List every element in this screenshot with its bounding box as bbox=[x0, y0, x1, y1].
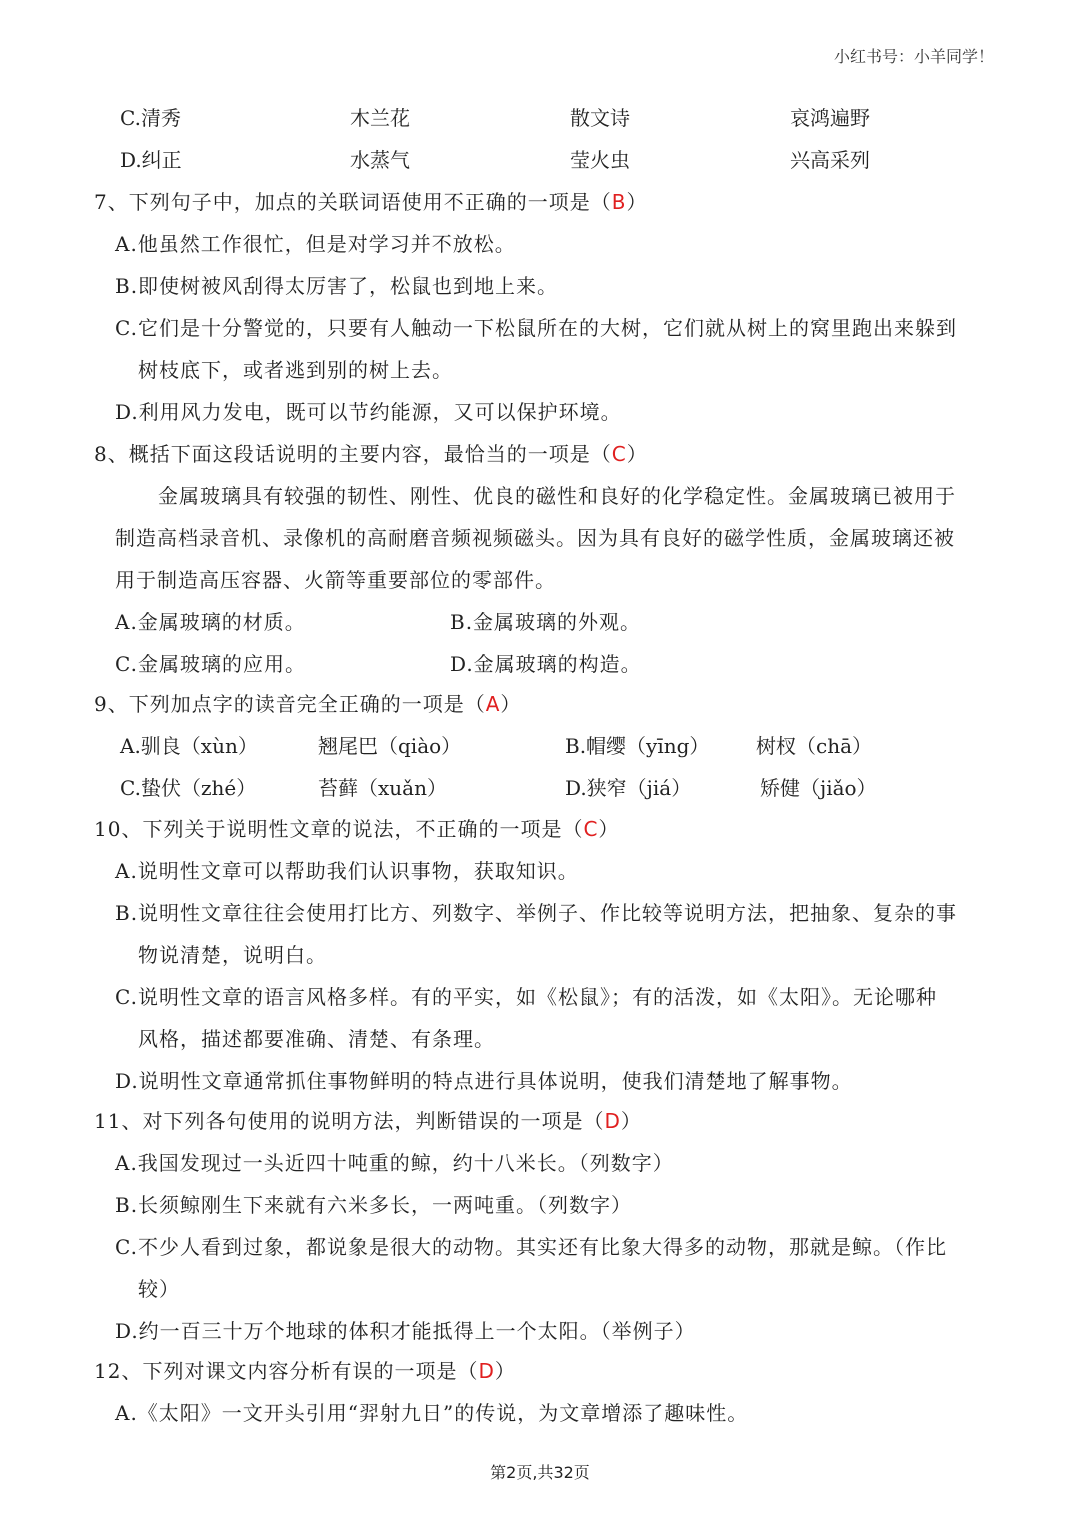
q7-option-a: A.他虽然工作很忙，但是对学习并不放松。 bbox=[115, 232, 516, 256]
q8-option-d: D.金属玻璃的构造。 bbox=[450, 652, 642, 676]
q9-answer: A bbox=[485, 692, 501, 716]
q9-option-c-2: 苔藓（xuǎn） bbox=[318, 776, 447, 800]
q10-option-a: A.说明性文章可以帮助我们认识事物，获取知识。 bbox=[115, 859, 579, 883]
q6-option-d-2: 水蒸气 bbox=[350, 148, 410, 172]
q7-option-d: D.利用风力发电，既可以节约能源，又可以保护环境。 bbox=[115, 400, 622, 424]
q10-option-d: D.说明性文章通常抓住事物鲜明的特点进行具体说明，使我们清楚地了解事物。 bbox=[115, 1069, 853, 1093]
q10-option-c-cont: 风格，描述都要准确、清楚、有条理。 bbox=[138, 1027, 495, 1051]
q6-option-d-4: 兴高采列 bbox=[790, 148, 870, 172]
q8-passage-line-3: 用于制造高压容器、火箭等重要部位的零部件。 bbox=[115, 568, 556, 592]
q10-option-c: C.说明性文章的语言风格多样。有的平实，如《松鼠》；有的活泼，如《太阳》。无论哪种 bbox=[115, 985, 937, 1009]
q8-passage-line-2: 制造高档录音机、录像机的高耐磨音频视频磁头。因为具有良好的磁学性质，金属玻璃还被 bbox=[115, 526, 955, 550]
q7-option-c: C.它们是十分警觉的，只要有人触动一下松鼠所在的大树，它们就从树上的窝里跑出来躲到 bbox=[115, 316, 957, 340]
q11-option-b: B.长须鲸刚生下来就有六米多长，一两吨重。（列数字） bbox=[115, 1193, 633, 1217]
q9-option-d-2: 矫健（jiǎo） bbox=[760, 776, 877, 800]
q11-option-c: C.不少人看到过象，都说象是很大的动物。其实还有比象大得多的动物，那就是鲸。（作比 bbox=[115, 1235, 947, 1259]
q10-answer: C bbox=[583, 817, 599, 841]
q7-answer: B bbox=[611, 190, 627, 214]
q6-option-c-4: 哀鸿遍野 bbox=[790, 106, 870, 130]
q6-option-c-3: 散文诗 bbox=[570, 106, 630, 130]
q8-passage-line-1: 金属玻璃具有较强的韧性、刚性、优良的磁性和良好的化学稳定性。金属玻璃已被用于 bbox=[158, 484, 956, 508]
q8-answer: C bbox=[611, 442, 627, 466]
q7-option-b: B.即使树被风刮得太厉害了，松鼠也到地上来。 bbox=[115, 274, 559, 298]
q9-option-b-1: B.帽缨（yīng） bbox=[565, 734, 710, 758]
q9-option-c-1: C.蛰伏（zhé） bbox=[120, 776, 257, 800]
q8-option-a: A.金属玻璃的材质。 bbox=[115, 610, 306, 634]
q11-answer: D bbox=[604, 1109, 621, 1133]
q12-stem: 12、下列对课文内容分析有误的一项是（D） bbox=[94, 1359, 516, 1383]
q12-answer: D bbox=[478, 1359, 495, 1383]
q8-option-b: B.金属玻璃的外观。 bbox=[450, 610, 642, 634]
q6-option-d-1: D.纠正 bbox=[120, 148, 182, 172]
q6-option-c-2: 木兰花 bbox=[350, 106, 410, 130]
q12-option-a: A.《太阳》一文开头引用“羿射九日”的传说，为文章增添了趣味性。 bbox=[115, 1401, 749, 1425]
q9-option-d-1: D.狭窄（jiá） bbox=[565, 776, 692, 800]
watermark: 小红书号：小羊同学！ bbox=[833, 47, 994, 66]
q9-option-b-2: 树杈（chā） bbox=[756, 734, 873, 758]
q11-stem: 11、对下列各句使用的说明方法，判断错误的一项是（D） bbox=[94, 1109, 642, 1133]
q9-option-a-1: A.驯良（xùn） bbox=[120, 734, 258, 758]
q11-option-c-cont: 较） bbox=[138, 1277, 180, 1301]
q10-stem: 10、下列关于说明性文章的说法，不正确的一项是（C） bbox=[94, 817, 620, 841]
q8-stem: 8、概括下面这段话说明的主要内容，最恰当的一项是（C） bbox=[94, 442, 648, 466]
q10-option-b: B.说明性文章往往会使用打比方、列数字、举例子、作比较等说明方法，把抽象、复杂的事 bbox=[115, 901, 958, 925]
q11-option-d: D.约一百三十万个地球的体积才能抵得上一个太阳。（举例子） bbox=[115, 1319, 696, 1343]
q11-option-a: A.我国发现过一头近四十吨重的鲸，约十八米长。（列数字） bbox=[115, 1151, 674, 1175]
q6-option-c-1: C.清秀 bbox=[120, 106, 181, 130]
page-number: 第2页,共32页 bbox=[490, 1463, 590, 1482]
q9-stem: 9、下列加点字的读音完全正确的一项是（A） bbox=[94, 692, 522, 716]
q6-option-d-3: 莹火虫 bbox=[570, 148, 630, 172]
q7-option-c-cont: 树枝底下，或者逃到别的树上去。 bbox=[138, 358, 453, 382]
q9-option-a-2: 翘尾巴（qiào） bbox=[318, 734, 462, 758]
q10-option-b-cont: 物说清楚，说明白。 bbox=[138, 943, 327, 967]
q7-stem: 7、下列句子中，加点的关联词语使用不正确的一项是（B） bbox=[94, 190, 648, 214]
q8-option-c: C.金属玻璃的应用。 bbox=[115, 652, 306, 676]
